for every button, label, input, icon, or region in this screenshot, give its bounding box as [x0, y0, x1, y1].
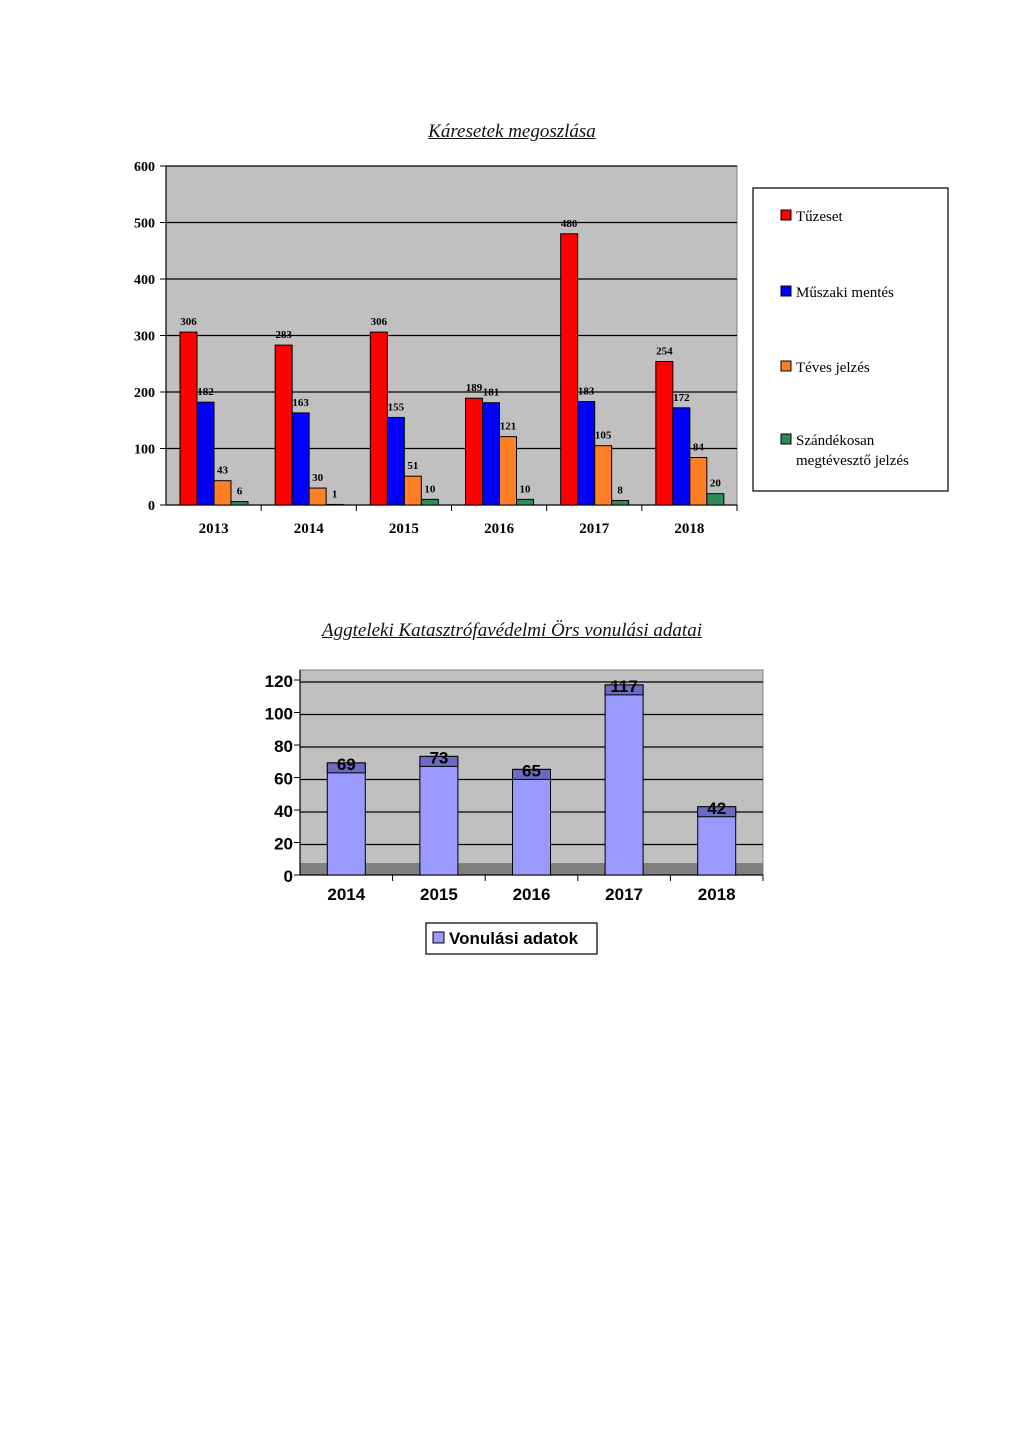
chart1-y-tick-label: 200	[134, 386, 155, 401]
chart1-data-label: 283	[275, 329, 292, 342]
chart1-data-label: 480	[560, 217, 578, 230]
chart1-data-label: 105	[594, 429, 612, 442]
chart1-data-label: 8	[617, 484, 623, 497]
chart2-data-label: 42	[707, 798, 727, 818]
chart2-data-label: 73	[429, 748, 449, 768]
chart1-data-label: 306	[370, 316, 388, 329]
chart1-data-label: 306	[180, 316, 197, 329]
chart1-title: Káresetek megoszlása	[428, 121, 596, 142]
chart1-data-label: 182	[197, 386, 214, 399]
chart1-x-tick-label: 2015	[388, 521, 419, 537]
chart2-y-tick-label: 0	[283, 867, 293, 886]
chart1-data-label: 51	[407, 460, 419, 473]
chart1-data-label: 183	[577, 385, 595, 398]
chart2-bar	[605, 685, 643, 875]
chart1-x-tick-label: 2013	[198, 521, 229, 537]
chart2-bar	[513, 769, 551, 875]
chart2-x-tick-label: 2018	[697, 885, 736, 904]
chart1-data-label: 43	[217, 464, 228, 477]
chart2-y-tick-label: 40	[274, 802, 293, 821]
chart2-legend-label: Vonulási adatok	[449, 929, 579, 948]
chart2-x-tick-label: 2015	[419, 885, 458, 904]
chart1-data-label: 84	[692, 441, 704, 454]
chart2-title: Aggteleki Katasztrófavédelmi Örs vonulási adatai	[322, 620, 702, 641]
chart1-data-label: 254	[656, 345, 673, 358]
chart1-data-label: 6	[236, 485, 243, 498]
chart2-y-tick-label: 100	[264, 704, 293, 724]
chart2-x-tick-label: 2017	[605, 885, 644, 904]
chart1-data-label: 1	[331, 488, 338, 501]
chart1-y-tick-label: 0	[148, 499, 155, 514]
chart1-legend-label: Műszaki mentés	[796, 285, 894, 301]
chart2-y-tick-label: 20	[274, 834, 293, 854]
chart1-y-tick-label: 600	[134, 160, 155, 175]
chart1-data-label: 163	[292, 396, 309, 409]
chart1-data-label: 189	[465, 382, 483, 395]
chart2-data-label: 69	[336, 754, 356, 774]
chart1-legend-label: Téves jelzés	[796, 360, 870, 376]
chart1-legend-label: Tűzeset	[796, 209, 843, 225]
chart1-data-label: 172	[673, 391, 690, 404]
chart2-x-tick-label: 2016	[512, 885, 551, 904]
chart2-y-tick-label: 120	[264, 672, 293, 691]
chart1-data-label: 30	[312, 472, 324, 485]
chart2-data-label: 117	[610, 676, 638, 696]
chart1-data-label: 181	[482, 386, 500, 399]
chart2-data-label: 65	[522, 761, 541, 781]
chart2-x-tick-label: 2014	[327, 885, 366, 904]
chart1-legend-label: megtévesztő jelzés	[796, 453, 909, 469]
chart1-data-label: 121	[499, 420, 517, 433]
chart1-data-label: 10	[424, 483, 436, 496]
chart2-y-tick-label: 80	[274, 737, 293, 756]
chart1-data-label: 155	[387, 401, 405, 414]
chart1-x-tick-label: 2014	[293, 521, 324, 537]
chart1-y-tick-label: 400	[134, 273, 155, 288]
chart1-x-tick-label: 2016	[484, 521, 515, 537]
chart2-bar	[420, 756, 458, 875]
chart1-y-tick-label: 100	[134, 442, 155, 458]
chart1-x-tick-label: 2017	[579, 521, 610, 537]
chart1-legend-label: Szándékosan	[796, 433, 875, 449]
chart2-bar	[327, 763, 365, 875]
chart1-data-label: 10	[519, 483, 531, 496]
chart1-y-tick-label: 500	[134, 216, 155, 232]
chart1-y-tick-label: 300	[134, 329, 155, 345]
chart1-data-label: 20	[709, 477, 721, 490]
chart2-legend-swatch	[433, 932, 444, 943]
chart1-x-tick-label: 2018	[674, 521, 705, 537]
chart2-y-tick-label: 60	[274, 769, 293, 789]
